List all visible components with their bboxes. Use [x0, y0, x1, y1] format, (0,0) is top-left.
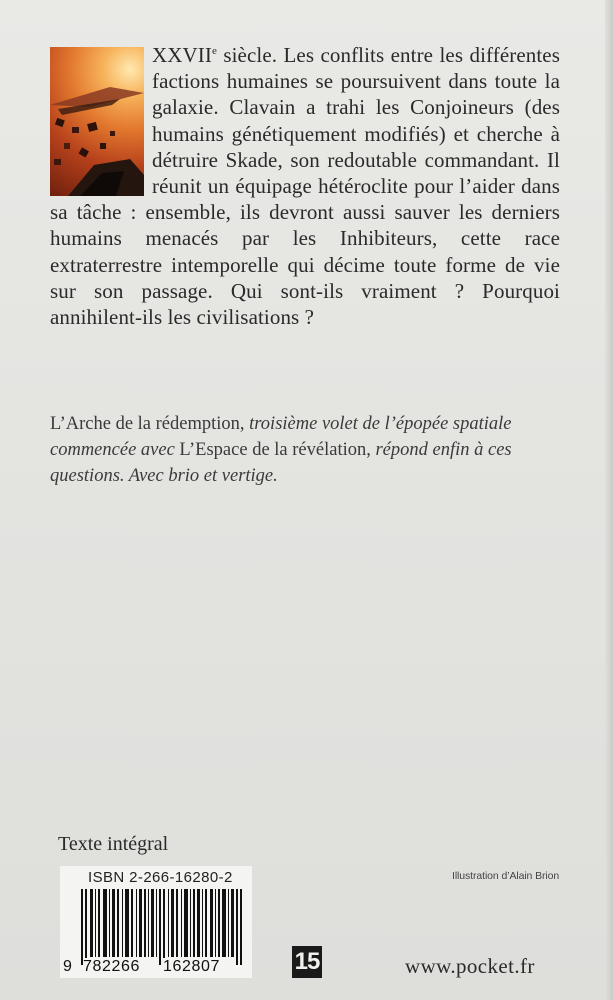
century-superscript: e [211, 45, 217, 57]
synopsis-paragraph [50, 42, 560, 330]
series-note-italic-2: répond enfin à ces questions. Avec brio et vertige. [50, 440, 512, 486]
illustration-spacer [50, 42, 152, 194]
isbn-number: ISBN 2-266-16280-2 [88, 869, 233, 886]
publisher-logo: 15 [292, 946, 322, 978]
ean-right-group: 162807 [163, 958, 220, 975]
publisher-website: www.pocket.fr [405, 954, 535, 978]
barcode [81, 889, 244, 965]
ean-left-group: 782266 [83, 958, 140, 975]
cover-edge [605, 0, 613, 1000]
ean-first-digit: 9 [63, 958, 73, 975]
century-number: XXVII [152, 43, 212, 67]
synopsis-text: siècle. Les conflits entre les différentes factions humaines se poursuivent dans toute la galaxie. Clavain a trahi les Conjoineurs (des humains génétiquement modifiés) et cherche à détruire Skade, son redoutable commandant. Il réunit un équipage hétéroclite pour l’aider dans sa tâche : ensemble, ils devront aussi sauver les derniers humains menacés par les Inhibiteurs, cette race extraterrestre intemporelle qui décime toute forme de vie sur son passage. Qui sont-ils vraiment ? Pourquoi annihilent-ils les civilisations ? [50, 43, 560, 330]
illustration-credit: Illustration d’Alain Brion [452, 870, 560, 882]
first-book-title: L’Espace de la révélation [174, 440, 367, 460]
edition-label: Texte intégral [58, 833, 169, 855]
book-title: L’Arche de la rédemption [50, 414, 240, 434]
series-note-italic-1: troisième volet de l’épopée spatiale commencée avec [50, 414, 512, 460]
series-note: L’Arche de la rédemption, troisième volet de l’épopée spatiale commencée avec L’Espace de la révélation, répond enfin à ces questions. Avec brio et vertige. [50, 414, 512, 486]
